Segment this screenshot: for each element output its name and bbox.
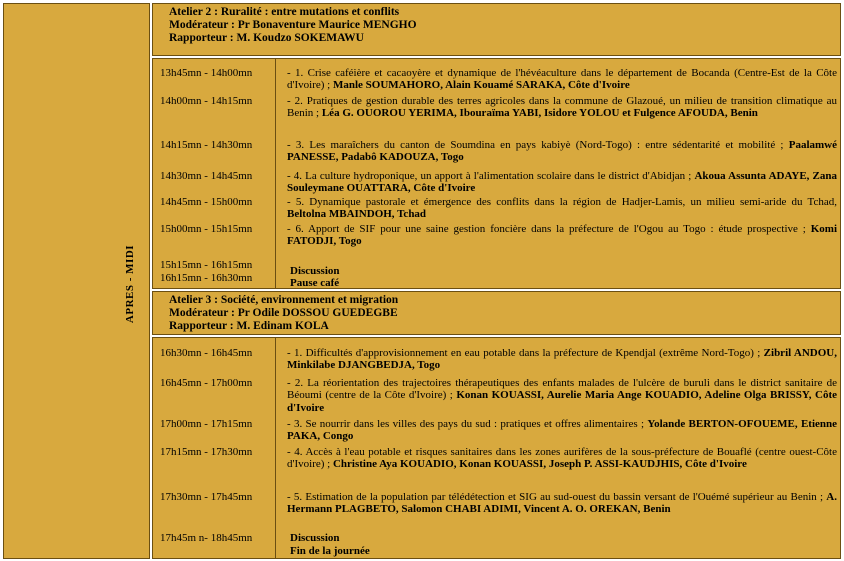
talk-authors: Akoua Assunta ADAYE, Zana Souleymane OUATTARA, Côte d'Ivoire (287, 170, 837, 195)
atelier3-header (152, 291, 841, 335)
atelier2-time-column (153, 59, 276, 288)
atelier3-sessions (152, 337, 841, 559)
talk-item: - 5. Dynamique pastorale et émergence des conflits dans la région de Hadjer-Lamis, un milieu semi-aride du Tchad, Beltolna MBAINDOH, Tchad (287, 196, 837, 221)
atelier2-title: Atelier 2 : Ruralité : entre mutations et conflits (169, 6, 400, 18)
discussion-label: Discussion (290, 265, 340, 277)
atelier2-rapporteur: Rapporteur : M. Koudzo SOKEMAWU (169, 32, 364, 44)
talk-item: - 2. Pratiques de gestion durable des terres agricoles dans la commune de Glazoué, un milieu de transition climatique au Benin ; Léa G. OUOROU YERIMA, Ibouraïma YABI, Isidore YOLOU et Fulgence AFOUDA, Benin (287, 95, 837, 120)
talk-item: - 6. Apport de SIF pour une saine gestion foncière dans la préfecture de l'Ogou au Togo : étude prospective ; Komi FATODJI, Togo (287, 223, 837, 248)
time-slot: 14h45mn - 15h00mn (160, 196, 253, 208)
time-slot: 17h00mn - 17h15mn (160, 418, 253, 430)
time-slot: 15h00mn - 15h15mn (160, 223, 253, 235)
talk-authors: Komi FATODJI, Togo (287, 223, 837, 248)
atelier2-header (152, 3, 841, 56)
talk-item: - 4. La culture hydroponique, un apport à l'alimentation scolaire dans le district d'Abidjan ; Akoua Assunta ADAYE, Zana Souleymane OUATTARA, Côte d'Ivoire (287, 170, 837, 195)
atelier3-title: Atelier 3 : Société, environnement et migration (169, 294, 399, 306)
time-slot: 17h15mn - 17h30mn (160, 446, 253, 458)
time-slot: 16h30mn - 16h45mn (160, 347, 253, 359)
talk-item: - 1. Difficultés d'approvisionnement en eau potable dans la préfecture de Kpendjal (extrême Nord-Togo) ; Zibril ANDOU, Minkilabe DJANGBEDJA, Togo (287, 347, 837, 372)
talk-item: - 2. La réorientation des trajectoires thérapeutiques des enfants malades de l'ulcère de buruli dans le district sanitaire de Béoumi (centre de la Côte d'Ivoire) ; Konan KOUASSI, Aurelie Maria Ange KOUADIO, Adeline Olga BRISSY, Côte d'Ivoire (287, 377, 837, 414)
atelier2-moderator: Modérateur : Pr Bonaventure Maurice MENGHO (169, 19, 417, 31)
atelier2-sessions (152, 58, 841, 289)
talk-authors: Yolande BERTON-OFOUEME, Etienne PAKA, Congo (287, 418, 837, 443)
talk-authors: Zibril ANDOU, Minkilabe DJANGBEDJA, Togo (287, 347, 837, 372)
talk-authors: Christine Aya KOUADIO, Konan KOUASSI, Joseph P. ASSI-KAUDJHIS, Côte d'Ivoire (332, 458, 747, 471)
time-slot: 17h30mn - 17h45mn (160, 491, 253, 503)
session-period-label: APRES - MIDI (124, 244, 136, 324)
end-of-day-label: Fin de la journée (290, 545, 370, 557)
atelier3-rapporteur: Rapporteur : M. Edinam KOLA (169, 320, 329, 332)
time-slot: 15h15mn - 16h15mn (160, 259, 253, 271)
talk-authors: A. Hermann PLAGBETO, Salomon CHABI ADIMI, Vincent A. O. OREKAN, Benin (287, 491, 837, 516)
discussion-label: Discussion (290, 532, 340, 544)
talk-item: - 3. Les maraîchers du canton de Soumdina en pays kabiyè (Nord-Togo) : entre sédentarité et mobilité ; Paalamwé PANESSE, Padabô KADOUZA, Togo (287, 139, 837, 164)
session-side-column (3, 3, 150, 559)
talk-item: - 5. Estimation de la population par télédétection et SIG au sud-ouest du bassin versant de l'Ouémé supérieur au Benin ; A. Hermann PLAGBETO, Salomon CHABI ADIMI, Vincent A. O. OREKAN, Benin (287, 491, 837, 516)
atelier3-moderator: Modérateur : Pr Odile DOSSOU GUEDEGBE (169, 307, 398, 319)
time-slot: 17h45m n- 18h45mn (160, 532, 253, 544)
talk-authors: Léa G. OUOROU YERIMA, Ibouraïma YABI, Isidore YOLOU et Fulgence AFOUDA, Benin (321, 107, 758, 120)
time-slot: 16h45mn - 17h00mn (160, 377, 253, 389)
pause-label: Pause café (290, 277, 340, 289)
talk-item: - 3. Se nourrir dans les villes des pays du sud : pratiques et offres alimentaires ; Yolande BERTON-OFOUEME, Etienne PAKA, Congo (287, 418, 837, 443)
talk-item: - 1. Crise caféière et cacaoyère et dynamique de l'hévéaculture dans le département de Bocanda (Centre-Est de la Côte d'Ivoire) ; Manle SOUMAHORO, Alain Kouamé SARAKA, Côte d'Ivoire (287, 67, 837, 92)
talk-authors: Konan KOUASSI, Aurelie Maria Ange KOUADIO, Adeline Olga BRISSY, Côte d'Ivoire (287, 389, 837, 414)
talk-authors: Manle SOUMAHORO, Alain Kouamé SARAKA, Côte d'Ivoire (332, 79, 630, 92)
time-slot: 14h15mn - 14h30mn (160, 139, 253, 151)
time-slot: 13h45mn - 14h00mn (160, 67, 253, 79)
time-slot: 16h15mn - 16h30mn (160, 272, 253, 284)
time-slot: 14h00mn - 14h15mn (160, 95, 253, 107)
talk-item: - 4. Accès à l'eau potable et risques sanitaires dans les zones aurifères de la sous-préfecture de Bouaflé (centre ouest-Côte d'Ivoire) ; Christine Aya KOUADIO, Konan KOUASSI, Joseph P. ASSI-KAUDJHIS, Côte d'Ivoire (287, 446, 837, 471)
atelier3-time-column (153, 338, 276, 558)
talk-authors: Paalamwé PANESSE, Padabô KADOUZA, Togo (287, 139, 837, 164)
talk-authors: Beltolna MBAINDOH, Tchad (287, 208, 427, 221)
time-slot: 14h30mn - 14h45mn (160, 170, 253, 182)
